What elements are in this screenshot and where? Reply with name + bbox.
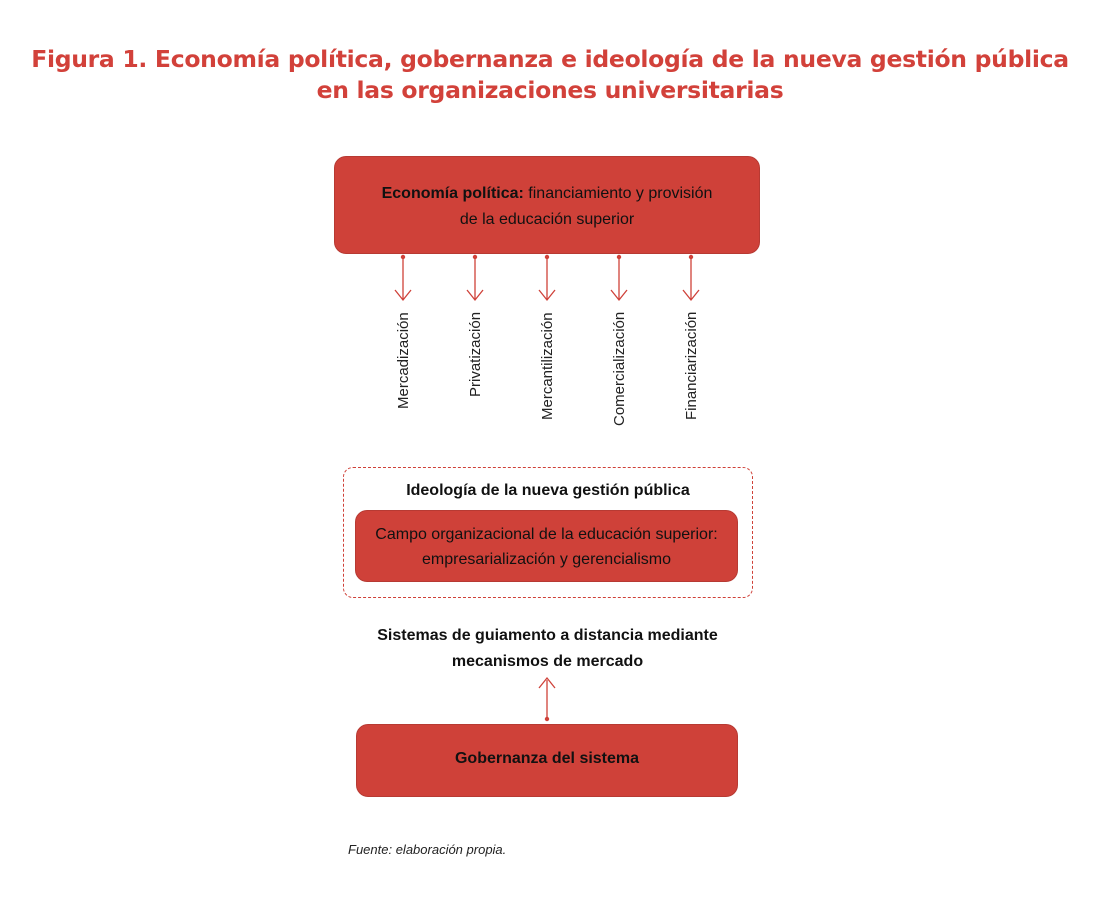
economia-politica-text-1: financiamiento y provisión — [523, 185, 713, 202]
arrow-privatizacion — [467, 255, 483, 300]
gobernanza-label: Gobernanza del sistema — [454, 750, 640, 767]
sistemas-line-2: mecanismos de mercado — [451, 653, 644, 670]
ngp-title: Ideología de la nueva gestión pública — [406, 482, 690, 499]
process-label-financiarizacion: Financiarización — [682, 311, 700, 420]
figure-title-line-2: en las organizaciones universitarias — [316, 76, 784, 104]
sistemas-line-1: Sistemas de guiamento a distancia mediante — [377, 627, 718, 644]
process-label-mercadizacion: Mercadización — [394, 312, 412, 409]
process-label-privatizacion: Privatización — [466, 311, 484, 397]
process-label-comercializacion: Comercialización — [610, 311, 628, 426]
economia-politica-text-2: de la educación superior — [459, 211, 635, 228]
campo-organizacional-box — [355, 510, 738, 582]
gobernanza-box — [356, 724, 738, 797]
up-arrow — [539, 678, 555, 721]
campo-text-2: empresarialización y gerencialismo — [422, 551, 671, 568]
sistemas-guiamento-text — [300, 623, 795, 675]
economia-politica-label: Economía política: — [381, 185, 524, 202]
source-note: Fuente: elaboración propia. — [348, 842, 507, 857]
down-arrows — [395, 255, 699, 300]
arrow-financiarizacion — [683, 255, 699, 300]
arrow-comercializacion — [611, 255, 627, 300]
figure-title-line-1: Figura 1. Economía política, gobernanza e ideología de la nueva gestión pública — [31, 45, 1069, 73]
campo-text-1: Campo organizacional de la educación superior: — [375, 526, 718, 543]
process-label-mercantilizacion: Mercantilización — [538, 312, 556, 420]
arrow-mercantilizacion — [539, 255, 555, 300]
arrow-mercadizacion — [395, 255, 411, 300]
